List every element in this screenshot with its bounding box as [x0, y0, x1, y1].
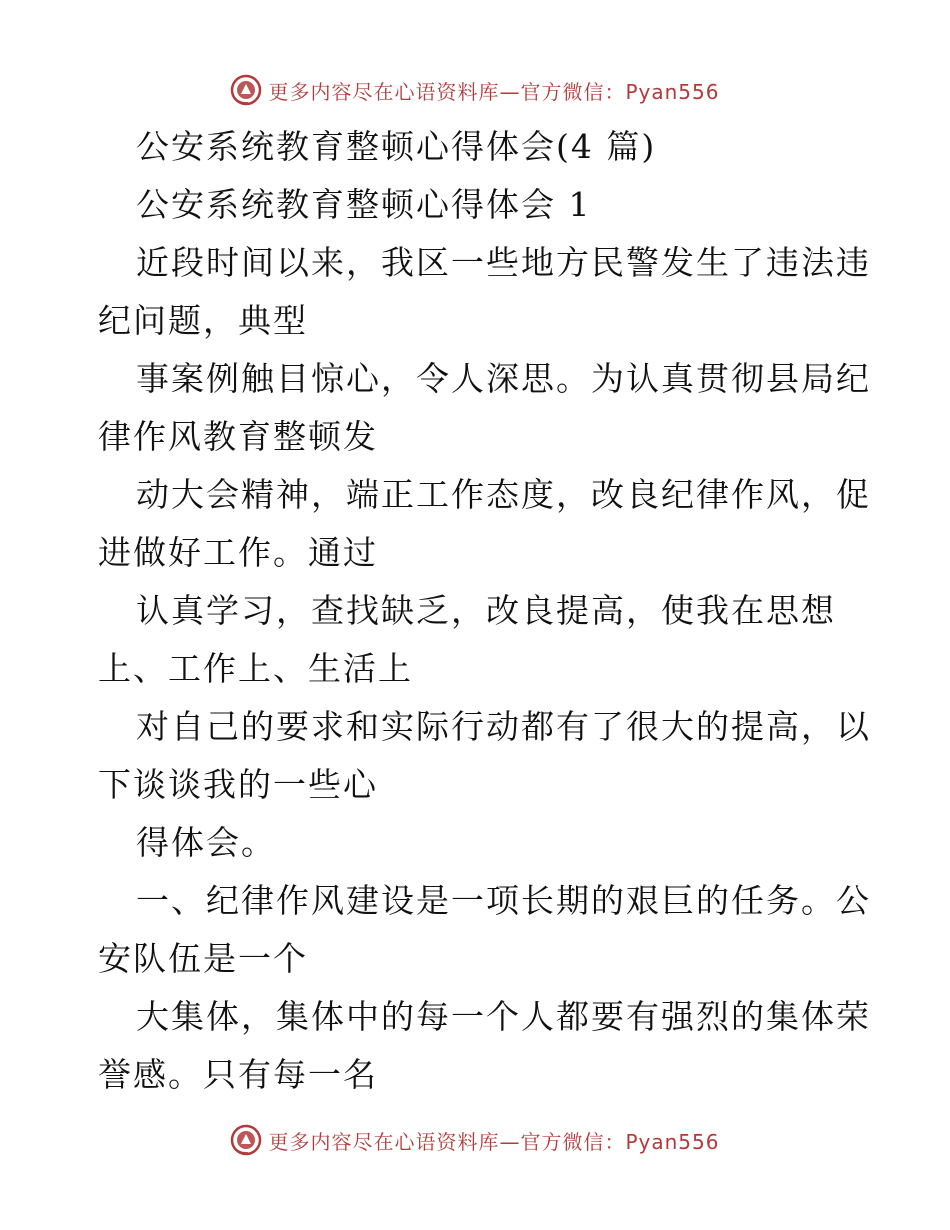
paragraph-line: 一、纪律作风建设是一项长期的艰巨的任务。公 — [136, 881, 871, 920]
header-banner — [0, 70, 950, 110]
seal-logo-icon — [230, 74, 262, 106]
header-banner-text: 更多内容尽在心语资料库—官方微信：Pyan556 — [268, 79, 720, 104]
document-title: 公安系统教育整顿心得体会(4 篇) — [136, 127, 657, 166]
footer-banner — [0, 1120, 950, 1160]
paragraph-line: 近段时间以来，我区一些地方民警发生了违法违 — [136, 243, 871, 282]
paragraph-line: 安队伍是一个 — [98, 939, 308, 978]
paragraph-line: 上、工作上、生活上 — [98, 649, 413, 688]
paragraph-line: 事案例触目惊心，令人深思。为认真贯彻县局纪 — [136, 359, 871, 398]
seal-logo-icon — [230, 1124, 262, 1156]
paragraph-line: 纪问题，典型 — [98, 301, 308, 340]
paragraph-line: 下谈谈我的一些心 — [98, 765, 378, 804]
paragraph-line: 认真学习，查找缺乏，改良提高，使我在思想 — [136, 591, 836, 630]
document-body — [98, 118, 871, 1104]
footer-banner-text: 更多内容尽在心语资料库—官方微信：Pyan556 — [268, 1129, 720, 1154]
paragraph-line: 对自己的要求和实际行动都有了很大的提高，以 — [136, 707, 871, 746]
paragraph-line: 誉感。只有每一名 — [98, 1055, 378, 1094]
paragraph-line: 进做好工作。通过 — [98, 533, 378, 572]
paragraph-line: 动大会精神，端正工作态度，改良纪律作风，促 — [136, 475, 871, 514]
paragraph-line: 得体会。 — [136, 823, 276, 862]
section-heading: 公安系统教育整顿心得体会 1 — [136, 185, 592, 224]
paragraph-line: 大集体，集体中的每一个人都要有强烈的集体荣 — [136, 997, 871, 1036]
paragraph-line: 律作风教育整顿发 — [98, 417, 378, 456]
